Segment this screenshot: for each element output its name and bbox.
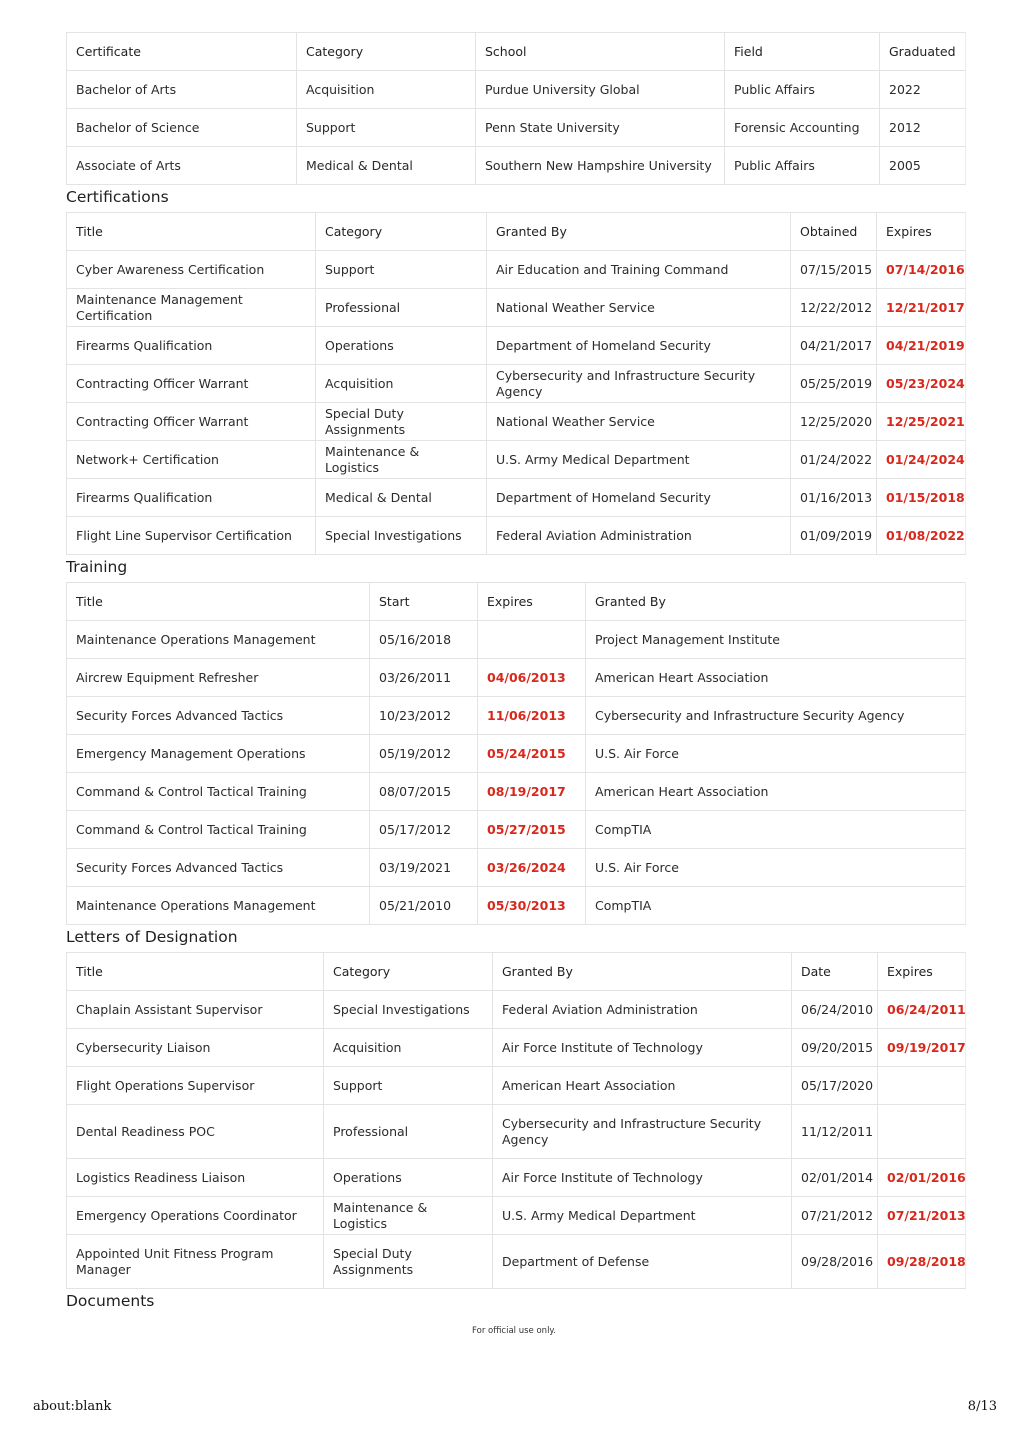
table-row [67, 1197, 966, 1235]
letter-granted-by: American Heart Association [493, 1067, 792, 1105]
education-cell: 2022 [880, 71, 966, 109]
training-granted-by: CompTIA [586, 887, 966, 925]
certifications-header-category: Category [316, 213, 487, 251]
table-row [67, 1067, 966, 1105]
certification-granted-by: National Weather Service [487, 289, 791, 327]
table-row [67, 289, 966, 327]
certifications-heading: Certifications [66, 188, 169, 206]
table-row [67, 365, 966, 403]
letter-category: Professional [324, 1105, 493, 1159]
letter-category: Support [324, 1067, 493, 1105]
letter-expires: 02/01/2016 [878, 1159, 966, 1197]
certification-expires: 12/21/2017 [877, 289, 966, 327]
table-row [67, 327, 966, 365]
table-row [67, 1105, 966, 1159]
certifications-table [66, 212, 966, 555]
certification-title: Network+ Certification [67, 441, 316, 479]
official-use-notice: For official use only. [472, 1326, 556, 1336]
letter-granted-by: Cybersecurity and Infrastructure Security Agency [493, 1105, 792, 1159]
certification-category: Special Duty Assignments [316, 403, 487, 441]
training-expires: 05/24/2015 [478, 735, 586, 773]
certification-obtained: 04/21/2017 [791, 327, 877, 365]
training-title: Security Forces Advanced Tactics [67, 849, 370, 887]
education-cell: Public Affairs [725, 147, 880, 185]
letter-date: 11/12/2011 [792, 1105, 878, 1159]
documents-heading: Documents [66, 1292, 155, 1310]
table-row [67, 147, 966, 185]
letter-category: Special Investigations [324, 991, 493, 1029]
certification-expires: 12/25/2021 [877, 403, 966, 441]
education-cell: 2005 [880, 147, 966, 185]
education-table [66, 32, 966, 185]
letter-category: Operations [324, 1159, 493, 1197]
table-row [67, 735, 966, 773]
training-start: 08/07/2015 [370, 773, 478, 811]
training-start: 03/19/2021 [370, 849, 478, 887]
certification-title: Maintenance Management Certification [67, 289, 316, 327]
letter-title: Chaplain Assistant Supervisor [67, 991, 324, 1029]
education-cell: 2012 [880, 109, 966, 147]
table-row [67, 109, 966, 147]
certification-granted-by: U.S. Army Medical Department [487, 441, 791, 479]
page-number: 8/13 [967, 1399, 997, 1414]
certification-obtained: 01/16/2013 [791, 479, 877, 517]
certification-granted-by: Department of Homeland Security [487, 327, 791, 365]
table-row [67, 811, 966, 849]
letters-heading: Letters of Designation [66, 928, 238, 946]
letter-granted-by: Department of Defense [493, 1235, 792, 1289]
training-title: Command & Control Tactical Training [67, 773, 370, 811]
letter-expires [878, 1067, 966, 1105]
education-header-certificate: Certificate [67, 33, 297, 71]
certification-obtained: 12/25/2020 [791, 403, 877, 441]
letter-category: Special Duty Assignments [324, 1235, 493, 1289]
table-row [67, 773, 966, 811]
certification-granted-by: Air Education and Training Command [487, 251, 791, 289]
certification-title: Contracting Officer Warrant [67, 403, 316, 441]
certification-category: Professional [316, 289, 487, 327]
education-cell: Penn State University [476, 109, 725, 147]
letters-table [66, 952, 966, 1289]
education-cell: Purdue University Global [476, 71, 725, 109]
training-expires: 04/06/2013 [478, 659, 586, 697]
education-header-row [67, 33, 966, 71]
page-url: about:blank [33, 1399, 112, 1414]
letter-granted-by: U.S. Army Medical Department [493, 1197, 792, 1235]
training-start: 10/23/2012 [370, 697, 478, 735]
training-title: Maintenance Operations Management [67, 621, 370, 659]
table-row [67, 697, 966, 735]
certification-category: Maintenance & Logistics [316, 441, 487, 479]
certification-title: Cyber Awareness Certification [67, 251, 316, 289]
education-cell: Southern New Hampshire University [476, 147, 725, 185]
training-expires: 08/19/2017 [478, 773, 586, 811]
certification-granted-by: Department of Homeland Security [487, 479, 791, 517]
training-start: 05/19/2012 [370, 735, 478, 773]
training-granted-by: CompTIA [586, 811, 966, 849]
certification-category: Operations [316, 327, 487, 365]
letter-expires: 06/24/2011 [878, 991, 966, 1029]
table-row [67, 251, 966, 289]
training-start: 05/16/2018 [370, 621, 478, 659]
table-row [67, 479, 966, 517]
education-cell: Forensic Accounting [725, 109, 880, 147]
training-expires: 05/30/2013 [478, 887, 586, 925]
table-row [67, 659, 966, 697]
training-title: Security Forces Advanced Tactics [67, 697, 370, 735]
table-row [67, 1235, 966, 1289]
training-expires: 05/27/2015 [478, 811, 586, 849]
certification-obtained: 05/25/2019 [791, 365, 877, 403]
certification-title: Firearms Qualification [67, 327, 316, 365]
training-title: Maintenance Operations Management [67, 887, 370, 925]
letters-header-date: Date [792, 953, 878, 991]
education-header-category: Category [297, 33, 476, 71]
letter-date: 09/28/2016 [792, 1235, 878, 1289]
training-header-title: Title [67, 583, 370, 621]
letters-header-row [67, 953, 966, 991]
training-header-row [67, 583, 966, 621]
page-content [66, 32, 965, 1316]
letters-header-category: Category [324, 953, 493, 991]
table-row [67, 887, 966, 925]
letter-title: Appointed Unit Fitness Program Manager [67, 1235, 324, 1289]
certification-obtained: 01/24/2022 [791, 441, 877, 479]
training-expires: 11/06/2013 [478, 697, 586, 735]
table-row [67, 849, 966, 887]
letters-header-title: Title [67, 953, 324, 991]
letter-date: 07/21/2012 [792, 1197, 878, 1235]
table-row [67, 441, 966, 479]
training-granted-by: Cybersecurity and Infrastructure Security Agency [586, 697, 966, 735]
certification-expires: 01/24/2024 [877, 441, 966, 479]
training-granted-by: U.S. Air Force [586, 735, 966, 773]
education-header-field: Field [725, 33, 880, 71]
letter-date: 06/24/2010 [792, 991, 878, 1029]
table-row [67, 403, 966, 441]
training-start: 05/21/2010 [370, 887, 478, 925]
training-heading: Training [66, 558, 128, 576]
table-row [67, 991, 966, 1029]
training-title: Emergency Management Operations [67, 735, 370, 773]
training-granted-by: American Heart Association [586, 659, 966, 697]
certification-obtained: 07/15/2015 [791, 251, 877, 289]
training-header-expires: Expires [478, 583, 586, 621]
education-cell: Associate of Arts [67, 147, 297, 185]
certifications-header-expires: Expires [877, 213, 966, 251]
certification-expires: 07/14/2016 [877, 251, 966, 289]
letter-expires: 09/28/2018 [878, 1235, 966, 1289]
education-cell: Bachelor of Arts [67, 71, 297, 109]
letter-granted-by: Federal Aviation Administration [493, 991, 792, 1029]
training-granted-by: American Heart Association [586, 773, 966, 811]
letter-expires [878, 1105, 966, 1159]
training-granted-by: Project Management Institute [586, 621, 966, 659]
certifications-header-granted-by: Granted By [487, 213, 791, 251]
certification-expires: 05/23/2024 [877, 365, 966, 403]
certification-title: Firearms Qualification [67, 479, 316, 517]
training-expires [478, 621, 586, 659]
training-start: 05/17/2012 [370, 811, 478, 849]
letter-date: 09/20/2015 [792, 1029, 878, 1067]
certification-obtained: 12/22/2012 [791, 289, 877, 327]
certification-granted-by: Cybersecurity and Infrastructure Security Agency [487, 365, 791, 403]
certification-category: Medical & Dental [316, 479, 487, 517]
training-expires: 03/26/2024 [478, 849, 586, 887]
letter-category: Maintenance & Logistics [324, 1197, 493, 1235]
education-cell: Support [297, 109, 476, 147]
table-row [67, 71, 966, 109]
table-row [67, 517, 966, 555]
letter-title: Cybersecurity Liaison [67, 1029, 324, 1067]
education-cell: Medical & Dental [297, 147, 476, 185]
training-title: Command & Control Tactical Training [67, 811, 370, 849]
education-header-graduated: Graduated [880, 33, 966, 71]
letter-granted-by: Air Force Institute of Technology [493, 1159, 792, 1197]
education-cell: Acquisition [297, 71, 476, 109]
certification-expires: 01/15/2018 [877, 479, 966, 517]
training-table [66, 582, 966, 925]
letter-title: Dental Readiness POC [67, 1105, 324, 1159]
certification-granted-by: National Weather Service [487, 403, 791, 441]
letter-title: Emergency Operations Coordinator [67, 1197, 324, 1235]
letter-date: 02/01/2014 [792, 1159, 878, 1197]
table-row [67, 621, 966, 659]
letter-title: Flight Operations Supervisor [67, 1067, 324, 1105]
training-start: 03/26/2011 [370, 659, 478, 697]
certification-title: Flight Line Supervisor Certification [67, 517, 316, 555]
letter-category: Acquisition [324, 1029, 493, 1067]
certification-category: Support [316, 251, 487, 289]
certification-category: Acquisition [316, 365, 487, 403]
education-header-school: School [476, 33, 725, 71]
letter-expires: 09/19/2017 [878, 1029, 966, 1067]
training-granted-by: U.S. Air Force [586, 849, 966, 887]
certification-granted-by: Federal Aviation Administration [487, 517, 791, 555]
education-cell: Public Affairs [725, 71, 880, 109]
certification-obtained: 01/09/2019 [791, 517, 877, 555]
letters-header-granted-by: Granted By [493, 953, 792, 991]
letter-date: 05/17/2020 [792, 1067, 878, 1105]
certifications-header-row [67, 213, 966, 251]
training-header-granted-by: Granted By [586, 583, 966, 621]
letter-granted-by: Air Force Institute of Technology [493, 1029, 792, 1067]
training-title: Aircrew Equipment Refresher [67, 659, 370, 697]
table-row [67, 1029, 966, 1067]
letters-header-expires: Expires [878, 953, 966, 991]
certification-expires: 01/08/2022 [877, 517, 966, 555]
table-row [67, 1159, 966, 1197]
education-cell: Bachelor of Science [67, 109, 297, 147]
certification-expires: 04/21/2019 [877, 327, 966, 365]
certification-category: Special Investigations [316, 517, 487, 555]
certification-title: Contracting Officer Warrant [67, 365, 316, 403]
letter-expires: 07/21/2013 [878, 1197, 966, 1235]
certifications-header-obtained: Obtained [791, 213, 877, 251]
training-header-start: Start [370, 583, 478, 621]
letter-title: Logistics Readiness Liaison [67, 1159, 324, 1197]
certifications-header-title: Title [67, 213, 316, 251]
